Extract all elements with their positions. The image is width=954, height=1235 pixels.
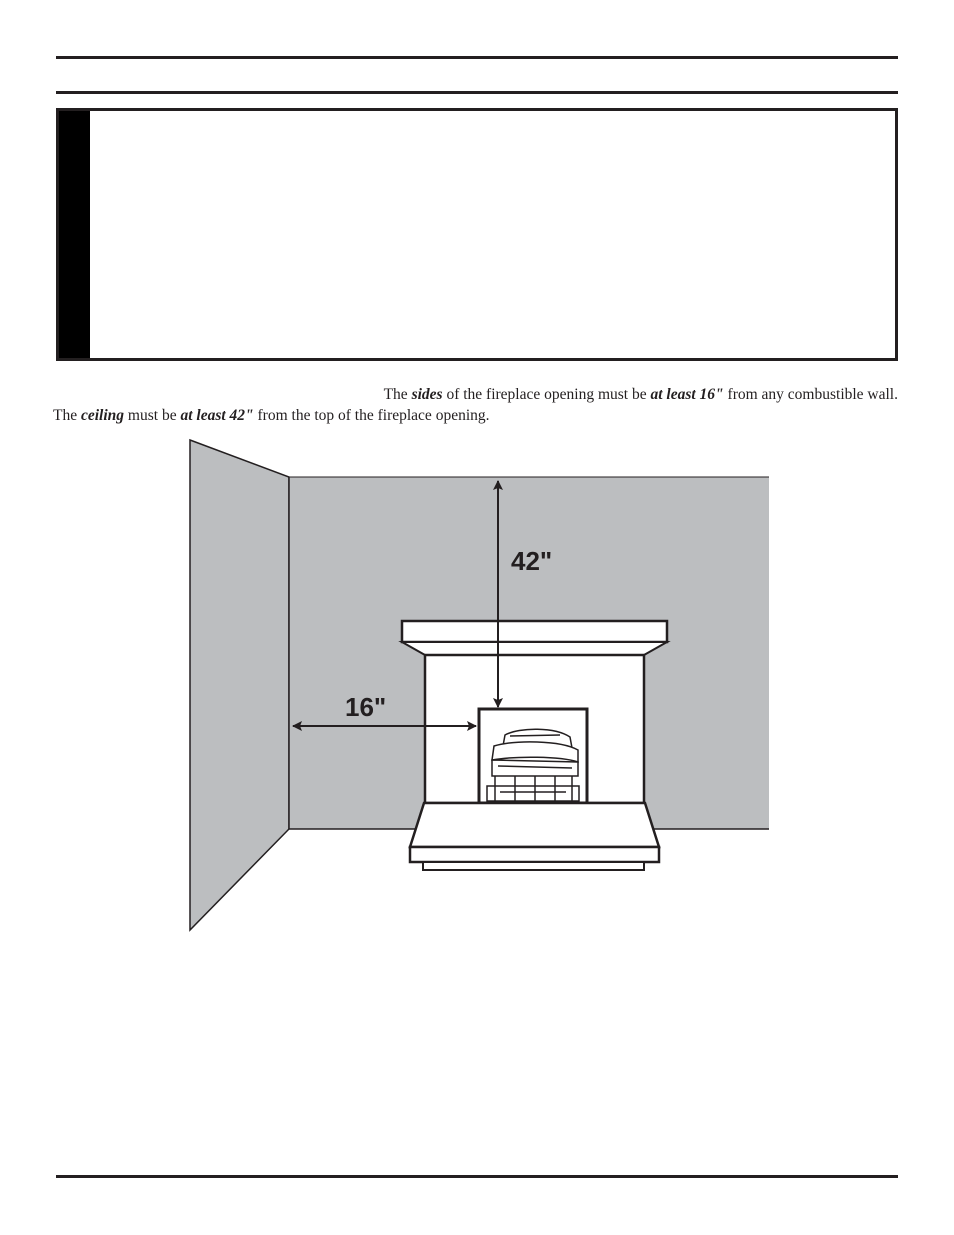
text-run: from the top of the fireplace opening. (253, 407, 490, 424)
hearth-base (423, 862, 644, 870)
hearth-front (410, 847, 659, 862)
footer-rule (56, 1175, 898, 1178)
emphasis-sides: sides (411, 386, 443, 403)
side-wall (190, 440, 289, 930)
side-clearance-label: 16" (345, 692, 387, 722)
text-run: of the fireplace opening must be (442, 386, 651, 403)
emphasis-ceiling: ceiling (80, 407, 125, 424)
hearth-top (410, 803, 659, 847)
ceiling-clearance-label: 42" (511, 546, 553, 576)
text-run: from any combustible wall. (723, 386, 898, 403)
text-run: The (383, 386, 412, 403)
emphasis-16-inch: at least 16" (650, 386, 724, 403)
text-run: The (53, 407, 81, 424)
mantel-shelf (402, 621, 667, 642)
emphasis-42-inch: at least 42" (180, 407, 254, 424)
mantel-bracket (402, 642, 667, 655)
text-run: must be (124, 407, 181, 424)
